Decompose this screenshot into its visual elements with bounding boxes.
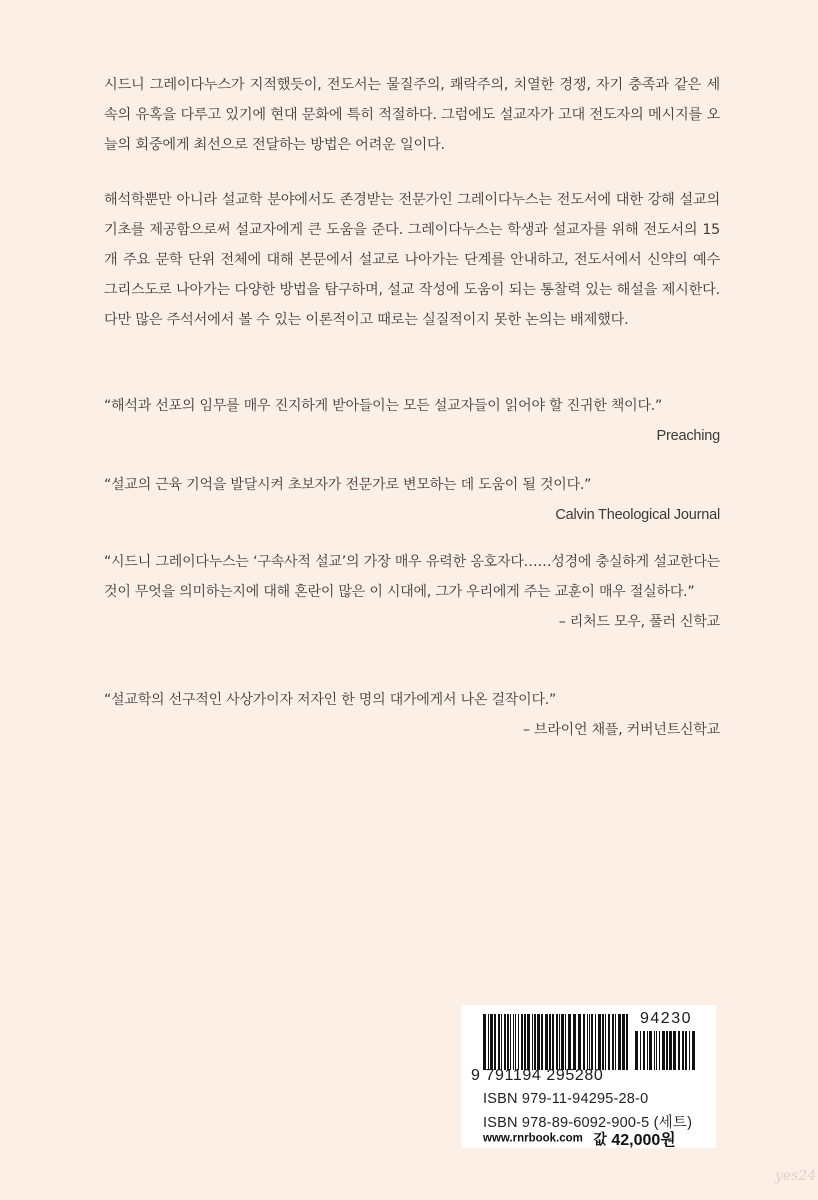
description-paragraph-1 bbox=[104, 70, 720, 160]
quote-source: Preaching bbox=[656, 428, 720, 444]
watermark: yes24 bbox=[775, 1168, 817, 1184]
price-label: 값 bbox=[593, 1131, 607, 1148]
endorsement-quote-4 bbox=[104, 685, 720, 745]
quote-text: “해석과 선포의 임무를 매우 진지하게 받아들이는 모든 설교자들이 읽어야 할 진귀한 책이다.” bbox=[104, 398, 663, 414]
price-value: 42,000원 bbox=[611, 1132, 676, 1149]
addon-barcode-icon bbox=[635, 1031, 697, 1070]
quote-source: – 리처드 모우, 풀러 신학교 bbox=[558, 614, 720, 630]
barcode-main-number: 9 791194 295280 bbox=[471, 1067, 604, 1084]
quote-text: “시드니 그레이다누스는 ‘구속사적 설교’의 가장 매우 유력한 옹호자다……성경에 충실하게 설교한다는 것이 무엇을 의미하는지에 대해 혼란이 많은 이 시대에, 그가 우리에게 주는 교훈이 매우 절실하다.” bbox=[104, 554, 720, 600]
quote-source: Calvin Theological Journal bbox=[555, 507, 720, 523]
quote-source: – 브라이언 채플, 커버넌트신학교 bbox=[522, 722, 720, 738]
barcode-panel bbox=[461, 1005, 716, 1148]
barcode-addon-number: 94230 bbox=[640, 1010, 692, 1027]
paragraph-text: 시드니 그레이다누스가 지적했듯이, 전도서는 물질주의, 쾌락주의, 치열한 경쟁, 자기 충족과 같은 세속의 유혹을 다루고 있기에 현대 문화에 특히 적절하다. 그럼에도 설교자가 고대 전도자의 메시지를 오늘의 회중에게 최선으로 전달하는 방법은 어려운 일이다. bbox=[104, 77, 720, 153]
endorsement-quote-2 bbox=[104, 470, 720, 530]
endorsement-quote-3 bbox=[104, 547, 720, 637]
paragraph-text: 해석학뿐만 아니라 설교학 분야에서도 존경받는 전문가인 그레이다누스는 전도서에 대한 강해 설교의 기초를 제공함으로써 설교자에게 큰 도움을 준다. 그레이다누스는 학생과 설교자를 위해 전도서의 15개 주요 문학 단위 전체에 대해 본문에서 설교로 나아가는 단계를 안내하고, 전도서에서 신약의 예수 그리스도로 나아가는 다양한 방법을 탐구하며, 설교 작성에 도움이 되는 통찰력 있는 해설을 제시한다. 다만 많은 주석서에서 볼 수 있는 이론적이고 때로는 실질적이지 못한 논의는 배제했다. bbox=[104, 192, 720, 328]
isbn-barcode-icon bbox=[483, 1014, 629, 1070]
quote-text: “설교의 근육 기억을 발달시켜 초보자가 전문가로 변모하는 데 도움이 될 것이다.” bbox=[104, 477, 592, 493]
quote-text: “설교학의 선구적인 사상가이자 저자인 한 명의 대가에게서 나온 걸작이다.” bbox=[104, 692, 557, 708]
isbn-line-2: ISBN 978-89-6092-900-5 (세트) bbox=[483, 1115, 693, 1131]
price-row bbox=[483, 1127, 713, 1150]
endorsement-quote-1 bbox=[104, 391, 720, 451]
publisher-website: www.rnrbook.com bbox=[483, 1132, 583, 1145]
description-paragraph-2 bbox=[104, 185, 720, 335]
isbn-line-1: ISBN 979-11-94295-28-0 bbox=[483, 1091, 649, 1107]
